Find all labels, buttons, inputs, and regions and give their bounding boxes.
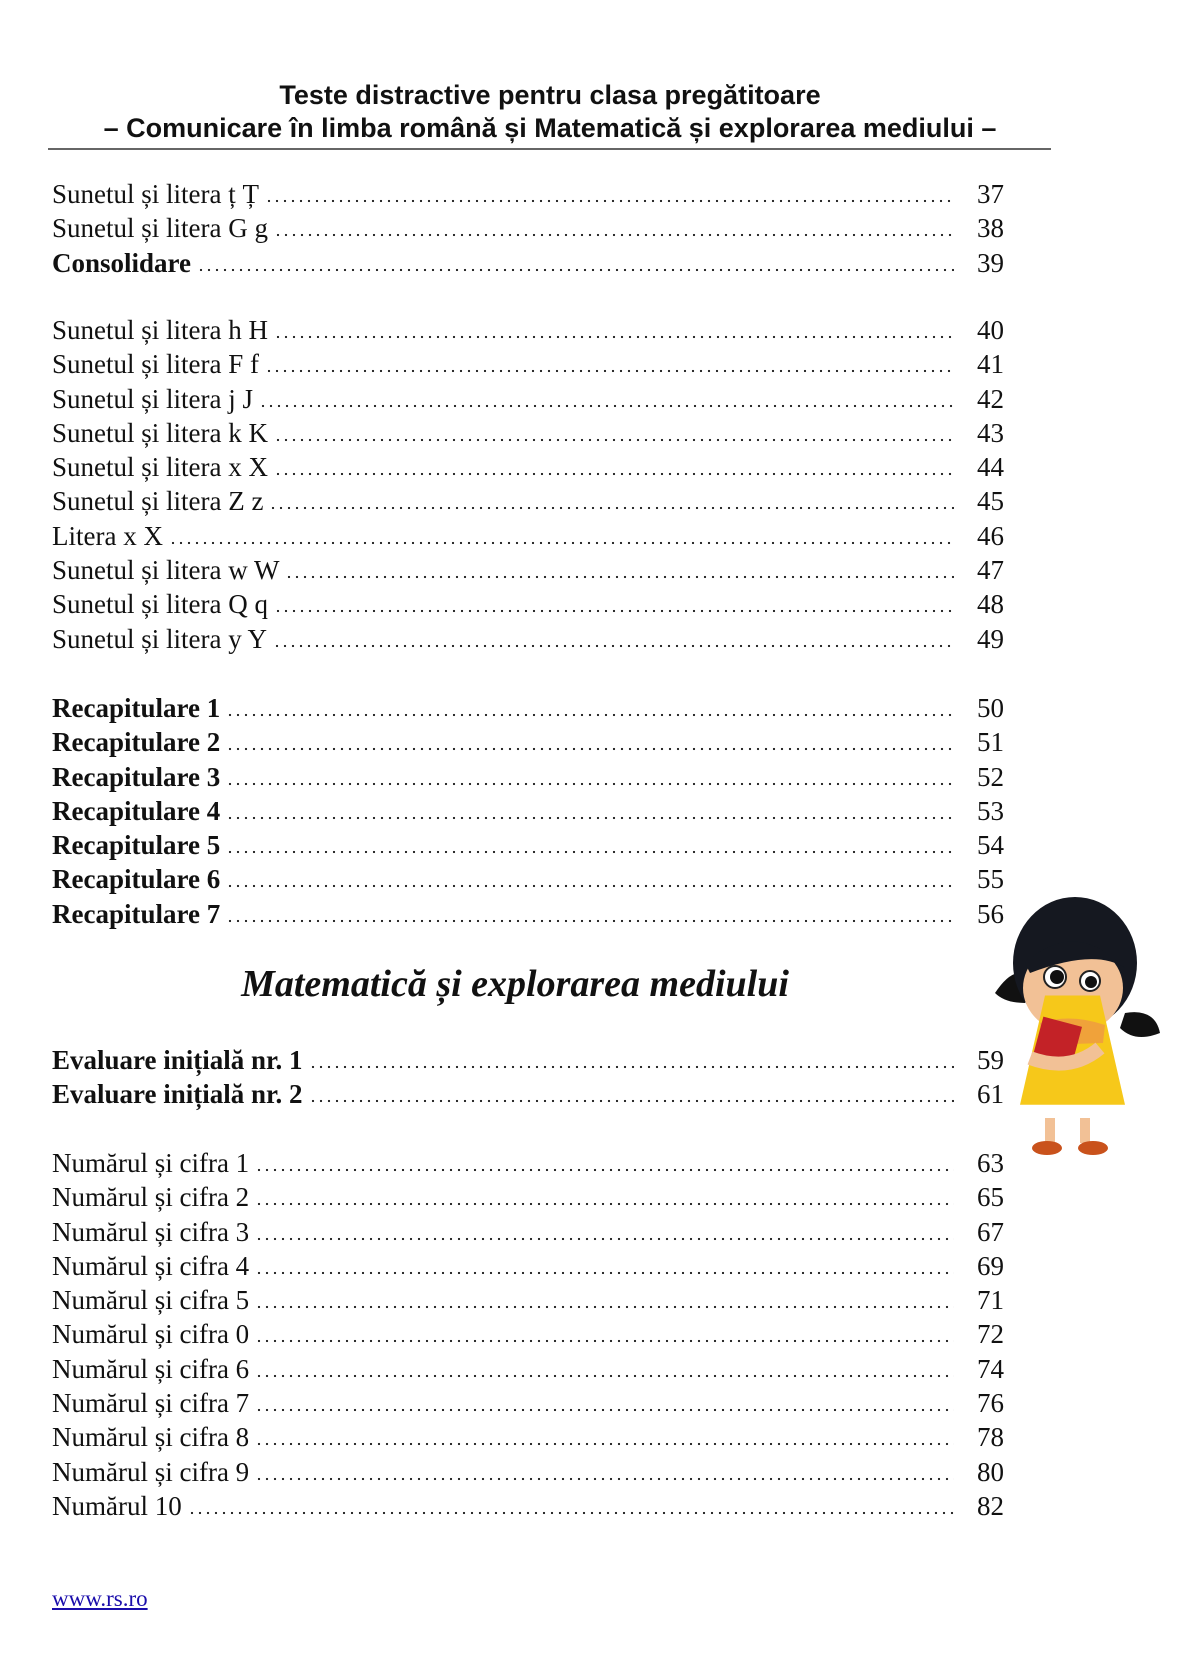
toc-entry[interactable]: [52, 622, 1004, 656]
toc-entry[interactable]: [52, 794, 1004, 828]
toc-entry-page: 56: [977, 898, 1004, 929]
toc-entry-page: 39: [977, 247, 1004, 278]
toc-entry[interactable]: [52, 1489, 1004, 1523]
toc-entry-page: 76: [977, 1388, 1004, 1419]
toc-entry-label: Numărul și cifra 8: [52, 1422, 250, 1453]
toc-entry[interactable]: [52, 1180, 1004, 1214]
toc-entry-page: 59: [977, 1045, 1004, 1075]
toc-entry-page: 47: [977, 555, 1004, 586]
toc-entry[interactable]: [52, 1249, 1004, 1283]
toc-entry[interactable]: [52, 519, 1004, 553]
toc-entry-label: Sunetul și litera F f: [52, 349, 259, 380]
dot-leader: [255, 1202, 954, 1206]
dot-leader: [255, 1237, 954, 1241]
dot-leader: [255, 1477, 954, 1481]
math-section-heading: Matematică și explorarea mediului: [241, 963, 789, 1005]
toc-entry[interactable]: [52, 1283, 1004, 1317]
toc-entry-page: 82: [977, 1490, 1004, 1521]
toc-entry-page: 72: [977, 1319, 1004, 1350]
dot-leader: [274, 438, 954, 442]
toc-entry-page: 67: [977, 1216, 1004, 1247]
dot-leader: [255, 1271, 954, 1275]
girl-illustration: [985, 893, 1165, 1168]
dot-leader: [226, 884, 954, 888]
toc-entry-page: 52: [977, 761, 1004, 792]
dot-leader: [255, 1408, 954, 1412]
document-title: Teste distractive pentru clasa pregătitoare: [279, 80, 821, 110]
toc-entry[interactable]: [52, 1386, 1004, 1420]
dot-leader: [226, 782, 954, 786]
dot-leader: [255, 1339, 954, 1343]
toc-entry-page: 61: [977, 1079, 1004, 1110]
toc-section-consolidare: [52, 177, 1004, 280]
toc-entry-label: Sunetul și litera x X: [52, 452, 268, 483]
toc-entry-page: 37: [977, 179, 1004, 209]
toc-entry[interactable]: [52, 382, 1004, 416]
toc-section-numbers: [52, 1146, 1004, 1523]
toc-entry[interactable]: [52, 691, 1004, 725]
toc-entry-label: Numărul și cifra 2: [52, 1182, 250, 1213]
toc-entry-page: 44: [977, 452, 1004, 483]
toc-entry[interactable]: [52, 177, 1004, 211]
toc-entry-page: 63: [977, 1148, 1004, 1178]
toc-entry-label: Numărul și cifra 5: [52, 1285, 250, 1316]
dot-leader: [265, 199, 954, 203]
toc-entry-label: Recapitulare 1: [52, 693, 221, 723]
toc-entry-label: Sunetul și litera ț Ț: [52, 179, 259, 209]
toc-entry-page: 78: [977, 1422, 1004, 1453]
toc-entry-label: Recapitulare 7: [52, 898, 221, 929]
toc-entry-page: 48: [977, 589, 1004, 620]
toc-entry-label: Sunetul și litera G g: [52, 213, 268, 244]
toc-entry-label: Numărul 10: [52, 1490, 182, 1521]
toc-entry-page: 45: [977, 486, 1004, 517]
toc-entry-label: Numărul și cifra 3: [52, 1216, 250, 1247]
dot-leader: [309, 1065, 954, 1069]
toc-entry-label: Evaluare inițială nr. 1: [52, 1045, 303, 1075]
dot-leader: [273, 644, 954, 648]
toc-entry-label: Sunetul și litera y Y: [52, 623, 267, 654]
toc-entry[interactable]: [52, 484, 1004, 518]
toc-section-evaluare: [52, 1043, 1004, 1112]
toc-entry[interactable]: [52, 450, 1004, 484]
dot-leader: [188, 1511, 954, 1515]
toc-entry-label: Sunetul și litera Q q: [52, 589, 268, 620]
toc-entry[interactable]: [52, 1146, 1004, 1180]
toc-entry[interactable]: [52, 1317, 1004, 1351]
toc-entry-label: Consolidare: [52, 247, 192, 278]
toc-entry-page: 65: [977, 1182, 1004, 1213]
toc-entry-page: 55: [977, 864, 1004, 895]
toc-entry-page: 53: [977, 795, 1004, 826]
toc-entry-label: Numărul și cifra 7: [52, 1388, 250, 1419]
toc-entry-page: 40: [977, 315, 1004, 345]
toc-entry[interactable]: [52, 1420, 1004, 1454]
toc-entry-page: 38: [977, 213, 1004, 244]
dot-leader: [255, 1305, 954, 1309]
toc-entry[interactable]: [52, 760, 1004, 794]
toc-entry[interactable]: [52, 897, 1004, 931]
toc-entry-label: Numărul și cifra 4: [52, 1250, 250, 1281]
toc-entry[interactable]: [52, 211, 1004, 245]
dot-leader: [274, 335, 954, 339]
toc-entry[interactable]: [52, 313, 1004, 347]
document-subtitle: – Comunicare în limba română și Matematică și explorarea mediului –: [103, 113, 997, 143]
header-rule: [48, 148, 1051, 150]
toc-entry-page: 71: [977, 1285, 1004, 1316]
toc-entry-page: 74: [977, 1353, 1004, 1384]
toc-entry-label: Sunetul și litera j J: [52, 383, 253, 414]
dot-leader: [309, 1099, 954, 1103]
dot-leader: [226, 747, 954, 751]
toc-entry[interactable]: [52, 1215, 1004, 1249]
toc-entry-page: 49: [977, 623, 1004, 654]
toc-entry[interactable]: [52, 1043, 1004, 1077]
toc-entry-label: Sunetul și litera h H: [52, 315, 268, 345]
toc-entry-label: Recapitulare 6: [52, 864, 221, 895]
toc-entry[interactable]: [52, 725, 1004, 759]
toc-entry-label: Numărul și cifra 1: [52, 1148, 250, 1178]
dot-leader: [226, 816, 954, 820]
toc-entry-label: Numărul și cifra 0: [52, 1319, 250, 1350]
toc-entry-label: Evaluare inițială nr. 2: [52, 1079, 303, 1110]
toc-entry[interactable]: [52, 1455, 1004, 1489]
toc-entry-label: Numărul și cifra 9: [52, 1456, 250, 1487]
toc-entry[interactable]: [52, 416, 1004, 450]
dot-leader: [269, 506, 954, 510]
toc-entry-page: 69: [977, 1250, 1004, 1281]
dot-leader: [274, 472, 954, 476]
toc-entry-page: 51: [977, 727, 1004, 758]
toc-entry-page: 80: [977, 1456, 1004, 1487]
toc-entry-page: 50: [977, 693, 1004, 723]
toc-entry-label: Litera x X: [52, 520, 163, 551]
dot-leader: [226, 919, 954, 923]
dot-leader: [274, 609, 954, 613]
dot-leader: [265, 369, 954, 373]
toc-entry-label: Sunetul și litera k K: [52, 417, 268, 448]
toc-entry-label: Sunetul și litera Z z: [52, 486, 264, 517]
toc-entry-page: 46: [977, 520, 1004, 551]
dot-leader: [255, 1442, 954, 1446]
dot-leader: [197, 268, 954, 272]
dot-leader: [255, 1168, 954, 1172]
toc-entry[interactable]: [52, 347, 1004, 381]
toc-entry[interactable]: [52, 828, 1004, 862]
dot-leader: [226, 850, 954, 854]
toc-entry[interactable]: [52, 587, 1004, 621]
footer-website-link[interactable]: www.rs.ro: [52, 1586, 148, 1611]
toc-entry[interactable]: [52, 1352, 1004, 1386]
dot-leader: [255, 1374, 954, 1378]
dot-leader: [274, 233, 954, 237]
toc-section-letters: [52, 313, 1004, 656]
dot-leader: [259, 404, 954, 408]
toc-entry[interactable]: [52, 553, 1004, 587]
toc-entry-page: 42: [977, 383, 1004, 414]
toc-entry-page: 54: [977, 830, 1004, 861]
dot-leader: [169, 541, 954, 545]
toc-entry-page: 41: [977, 349, 1004, 380]
dot-leader: [285, 575, 954, 579]
toc-entry-label: Recapitulare 2: [52, 727, 221, 758]
toc-entry-label: Numărul și cifra 6: [52, 1353, 250, 1384]
toc-entry[interactable]: [52, 862, 1004, 896]
toc-entry-label: Recapitulare 4: [52, 795, 221, 826]
toc-entry-page: 43: [977, 417, 1004, 448]
toc-entry[interactable]: [52, 1077, 1004, 1111]
toc-entry[interactable]: [52, 246, 1004, 280]
toc-entry-label: Sunetul și litera w W: [52, 555, 280, 586]
toc-section-recapitulare: [52, 691, 1004, 931]
toc-entry-label: Recapitulare 3: [52, 761, 221, 792]
dot-leader: [226, 713, 954, 717]
toc-entry-label: Recapitulare 5: [52, 830, 221, 861]
